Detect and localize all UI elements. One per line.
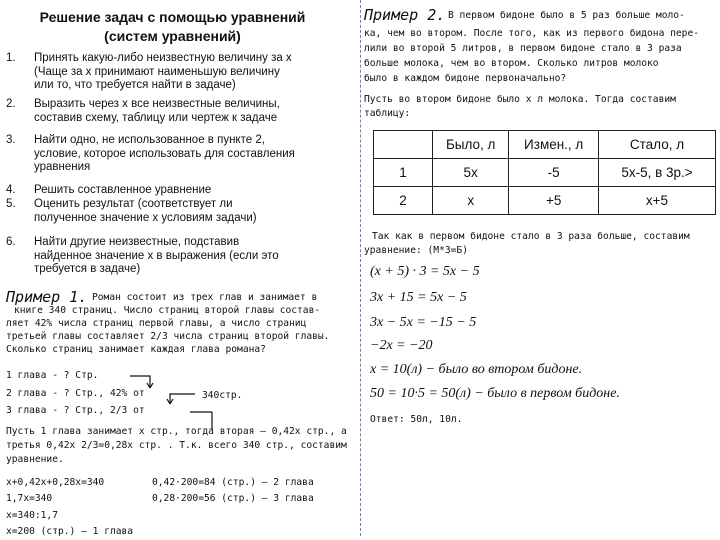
step-number: 1. bbox=[6, 52, 16, 64]
table-cell: -5 bbox=[509, 159, 599, 187]
equation-line: 50 = 10·5 = 50(л) − было в первом бидоне. bbox=[370, 386, 620, 401]
table-header-cell: Было, л bbox=[433, 131, 509, 159]
example1-line: книге 340 страниц. Число страниц второй главы состав- bbox=[14, 305, 321, 316]
step-text: Принять какую-либо неизвестную величину за х bbox=[34, 52, 292, 64]
step-number: 5. bbox=[6, 198, 16, 210]
step-number: 4. bbox=[6, 184, 16, 196]
table-row bbox=[374, 159, 716, 187]
solution-line: уравнение. bbox=[6, 454, 64, 465]
step-number: 2. bbox=[6, 98, 16, 110]
calc-line: 0,28·200=56 (стр.) – 3 глава bbox=[152, 493, 314, 504]
note-line: уравнение: (М*3=Б) bbox=[364, 245, 468, 256]
step-text: условие, которое использовать для составления bbox=[34, 147, 295, 160]
example2-label: Пример 2. bbox=[364, 6, 446, 24]
equation-line: 3x + 15 = 5x − 5 bbox=[370, 290, 467, 305]
equation-line: −2x = −20 bbox=[370, 338, 433, 353]
table-cell: 5x-5, в 3р.> bbox=[599, 159, 716, 187]
table-cell: x bbox=[433, 187, 509, 215]
example2-line: было в каждом бидоне первоначально? bbox=[364, 73, 567, 84]
data-table bbox=[373, 130, 716, 215]
arrow-connector bbox=[170, 394, 195, 404]
table-cell: 2 bbox=[374, 187, 433, 215]
equation-line: x = 10(л) − было во втором бидоне. bbox=[370, 362, 583, 377]
step-text: найденное значение х в выражения (если это bbox=[34, 249, 279, 262]
calc-line: х=340:1,7 bbox=[6, 510, 58, 521]
page-title: Решение задач с помощью уравнений bbox=[39, 9, 306, 25]
calc-line: 0,42·200=84 (стр.) – 2 глава bbox=[152, 477, 314, 488]
example1-line: третьей главы составляет 2/3 числа страниц второй главы. bbox=[6, 331, 330, 342]
example2-line: В первом бидоне было в 5 раз больше моло- bbox=[448, 10, 685, 21]
table-header-cell bbox=[374, 131, 433, 159]
scheme-line: 1 глава - ? Стр. bbox=[6, 370, 99, 381]
example1-line: Роман состоит из трех глав и занимает в bbox=[92, 292, 318, 303]
calc-line: х=200 (стр.) – 1 глава bbox=[6, 526, 134, 537]
page-subtitle: (систем уравнений) bbox=[104, 28, 241, 44]
arrow-connector bbox=[130, 376, 150, 388]
step-text: уравнения bbox=[34, 161, 91, 174]
step-text: полученное значение х условиям задачи) bbox=[34, 211, 257, 224]
step-text: (Чаще за х принимают наименьшую величину bbox=[34, 65, 280, 78]
table-header-cell: Стало, л bbox=[599, 131, 716, 159]
step-text: Найти другие неизвестные, подставив bbox=[34, 236, 240, 248]
example2-line: больше молока, чем во втором. Сколько литров молоко bbox=[364, 58, 659, 69]
table-cell: x+5 bbox=[599, 187, 716, 215]
example2-line: Пусть во втором бидоне было х л молока. Тогда составим bbox=[364, 94, 676, 105]
step-number: 3. bbox=[6, 134, 16, 146]
table-header-cell: Измен., л bbox=[509, 131, 599, 159]
example1-line: Сколько страниц занимает каждая глава романа? bbox=[6, 344, 266, 355]
table-header-row bbox=[374, 131, 716, 159]
step-text: составив схему, таблицу или чертеж к задаче bbox=[34, 111, 278, 124]
calc-line: 1,7х=340 bbox=[6, 493, 53, 504]
step-text: Решить составленное уравнение bbox=[34, 184, 212, 196]
calc-line: х+0,42х+0,28х=340 bbox=[6, 477, 105, 488]
solution-line: Пусть 1 глава занимает х стр., тогда вторая – 0,42х стр., а bbox=[6, 426, 347, 437]
equation-line: (x + 5) · 3 = 5x − 5 bbox=[370, 264, 480, 279]
equation-line: 3x − 5x = −15 − 5 bbox=[370, 315, 477, 330]
table-cell: +5 bbox=[509, 187, 599, 215]
step-text: или то, что требуется найти в задаче) bbox=[34, 79, 236, 92]
example2-line: лили во второй 5 литров, в первом бидоне стало в 3 раза bbox=[364, 43, 682, 54]
column-divider bbox=[360, 0, 361, 536]
step-text: Найти одно, не использованное в пункте 2, bbox=[34, 134, 265, 146]
step-number: 6. bbox=[6, 236, 16, 248]
answer: Ответ: 50л, 10л. bbox=[370, 414, 463, 425]
scheme-line: 2 глава - ? Стр., 42% от bbox=[6, 388, 145, 399]
example1-label: Пример 1. bbox=[6, 288, 88, 306]
example1-line: ляет 42% числа страниц первой главы, а число страниц bbox=[6, 318, 307, 329]
step-text: Оценить результат (соответствует ли bbox=[34, 198, 233, 210]
note-line: Так как в первом бидоне стало в 3 раза больше, составим bbox=[372, 231, 690, 242]
table-row bbox=[374, 187, 716, 215]
step-text: Выразить через х все неизвестные величины, bbox=[34, 98, 280, 110]
table-cell: 1 bbox=[374, 159, 433, 187]
example2-line: таблицу: bbox=[364, 108, 411, 119]
solution-line: третья 0,42х 2/3=0,28х стр. . Т.к. всего 340 стр., составим bbox=[6, 440, 347, 451]
step-text: требуется в задаче) bbox=[34, 263, 141, 276]
table-cell: 5x bbox=[433, 159, 509, 187]
scheme-line: 3 глава - ? Стр., 2/3 от bbox=[6, 405, 145, 416]
example2-line: ка, чем во втором. После того, как из первого бидона пере- bbox=[364, 28, 700, 39]
scheme-total: 340стр. bbox=[202, 390, 243, 401]
